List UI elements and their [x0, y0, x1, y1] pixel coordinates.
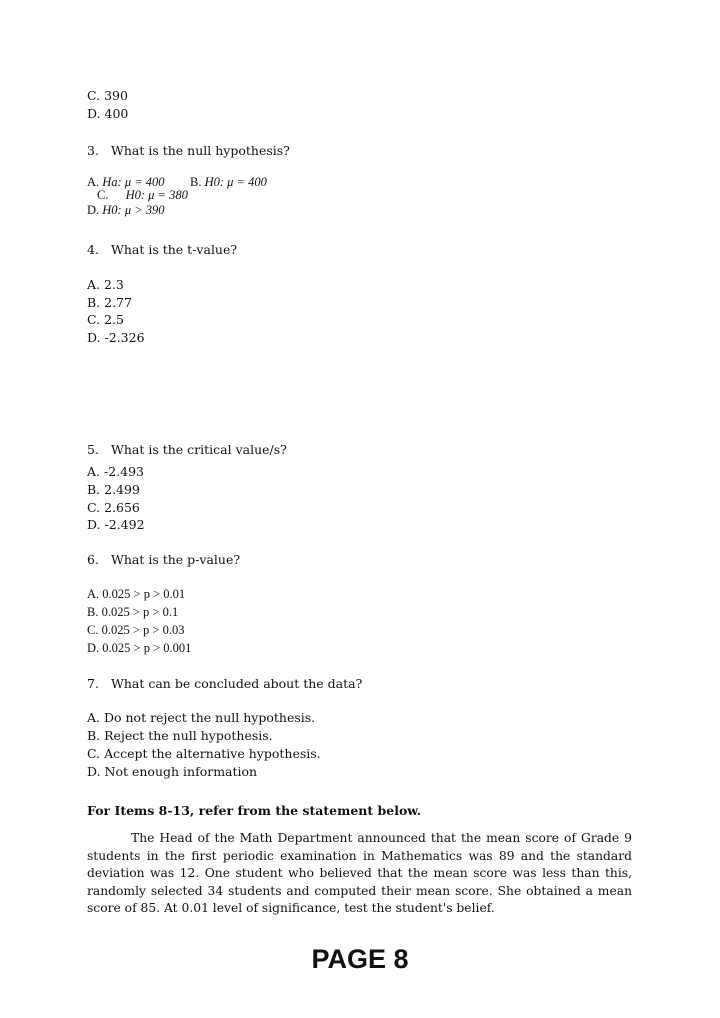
question-text: What can be concluded about the data?	[111, 676, 363, 691]
q7-option-d: D. Not enough information	[87, 764, 258, 779]
option-math: H0: μ > 390	[102, 203, 165, 217]
q5-option-d: D. -2.492	[87, 517, 145, 532]
option-label: D.	[87, 203, 100, 217]
option-math: 0.025 > p > 0.001	[102, 641, 192, 655]
section-heading: For Items 8-13, refer from the statement below.	[87, 803, 422, 818]
option-math: Ha: μ = 400	[102, 175, 165, 189]
option-label: B.	[190, 175, 202, 189]
q3-option-d	[87, 203, 165, 218]
question-number: 7.	[87, 676, 99, 691]
q5-option-b: B. 2.499	[87, 482, 140, 497]
question-text: What is the p-value?	[111, 552, 241, 567]
q3-option-c	[97, 188, 188, 203]
question-6	[87, 552, 240, 567]
choice-c-390: C. 390	[87, 88, 128, 103]
q7-option-a: A. Do not reject the null hypothesis.	[87, 710, 316, 725]
q6-option-c	[87, 623, 184, 638]
question-text: What is the critical value/s?	[111, 442, 287, 457]
q5-option-c: C. 2.656	[87, 500, 140, 515]
question-number: 5.	[87, 442, 99, 457]
question-text: What is the t-value?	[111, 242, 238, 257]
option-label: A.	[87, 587, 100, 601]
question-7	[87, 676, 362, 691]
choice-d-400: D. 400	[87, 106, 129, 121]
option-math: H0: μ = 380	[125, 188, 188, 202]
option-label: C.	[97, 188, 109, 202]
question-3	[87, 143, 290, 158]
question-text: What is the null hypothesis?	[111, 143, 290, 158]
q5-option-a: A. -2.493	[87, 464, 144, 479]
question-number: 3.	[87, 143, 99, 158]
option-math: 0.025 > p > 0.01	[102, 587, 186, 601]
option-label: D.	[87, 641, 100, 655]
question-number: 4.	[87, 242, 99, 257]
option-label: B.	[87, 605, 99, 619]
option-label: A.	[87, 175, 100, 189]
q6-option-b	[87, 605, 178, 620]
q4-option-b: B. 2.77	[87, 295, 132, 310]
question-4	[87, 242, 237, 257]
option-label: C.	[87, 623, 99, 637]
option-math: H0: μ = 400	[204, 175, 267, 189]
option-math: 0.025 > p > 0.1	[101, 605, 179, 619]
q4-option-a: A. 2.3	[87, 277, 124, 292]
page-number: PAGE 8	[311, 944, 409, 974]
option-math: 0.025 > p > 0.03	[101, 623, 185, 637]
problem-statement: The Head of the Math Department announced that the mean score of Grade 9 students in the first periodic examination in Mathematics was 89 and the standard deviation was 12. One student who believed that the mean score was less than this, randomly selected 34 students and computed their mean score. She obtained a mean score of 85. At 0.01 level of significance, test the student's belief.	[87, 831, 632, 916]
q6-option-d	[87, 641, 191, 656]
q3-option-b	[190, 175, 267, 190]
q6-option-a	[87, 587, 185, 602]
q4-option-c: C. 2.5	[87, 312, 124, 327]
q7-option-c: C. Accept the alternative hypothesis.	[87, 746, 321, 761]
q7-option-b: B. Reject the null hypothesis.	[87, 728, 273, 743]
question-number: 6.	[87, 552, 99, 567]
question-5	[87, 442, 287, 457]
q4-option-d: D. -2.326	[87, 330, 145, 345]
